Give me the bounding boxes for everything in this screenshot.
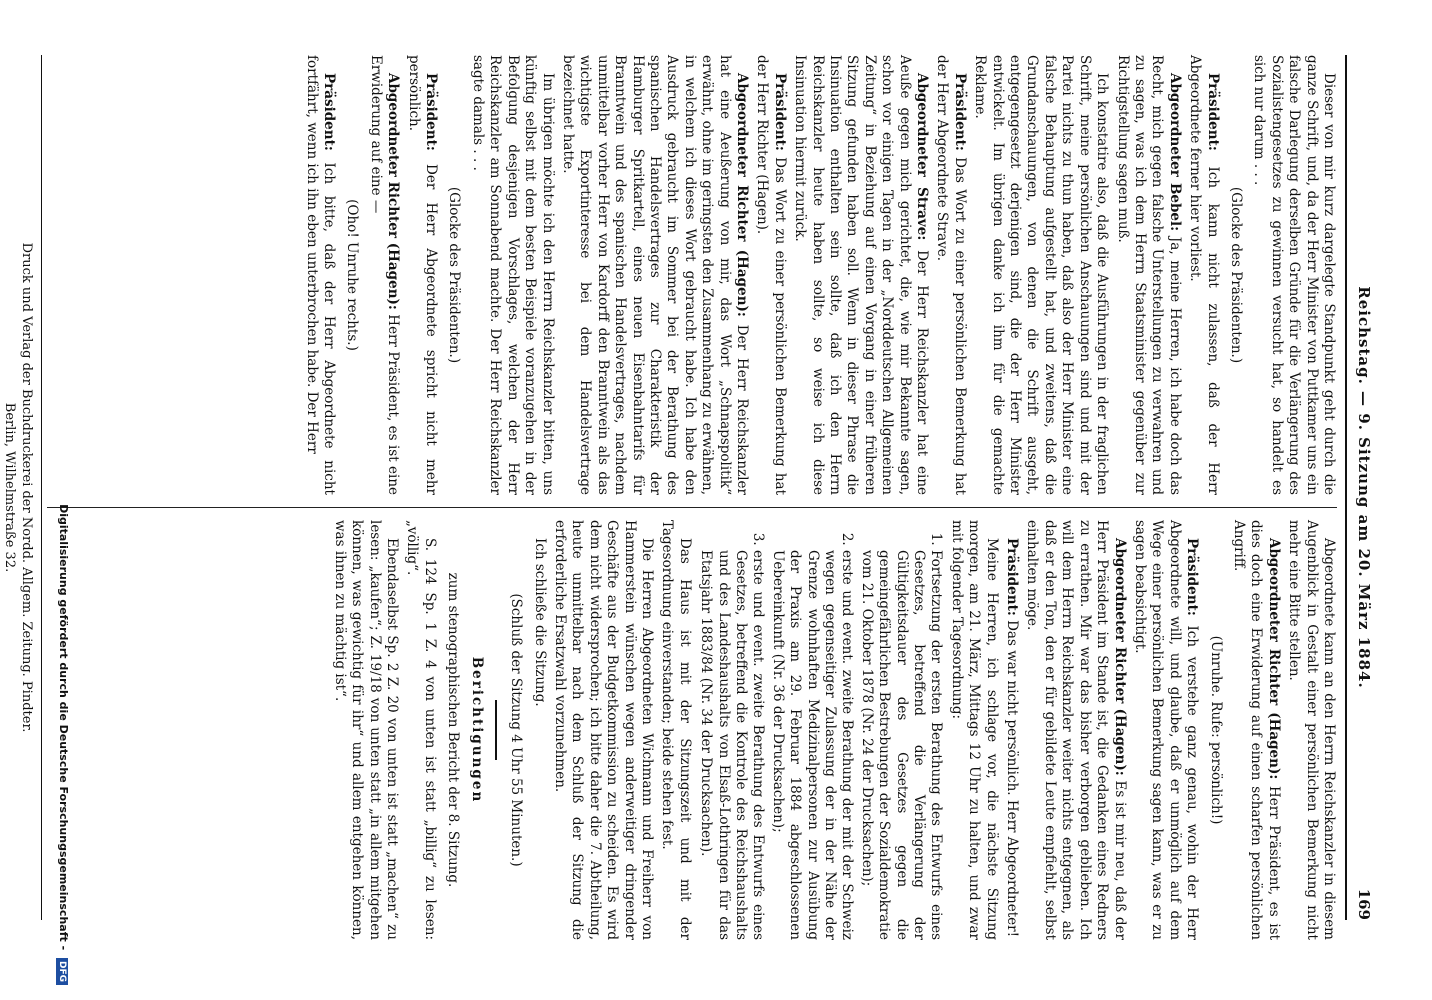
paragraph-text: Ich verstehe ganz genau, wohin der Herr Abgeordnete will, und glaube, daß er unmöglich auf dem Wege einer persönlichen Bemerkung sagen kann, was er zu sagen beabsichtigt. (1131, 520, 1201, 941)
text-column-left (299, 55, 1337, 495)
speaker-name: Präsident: (951, 73, 968, 151)
paragraph (551, 520, 655, 940)
stage-direction: (Glocke des Präsidenten.) (1227, 186, 1244, 364)
speaker-name: Abgeordneter Richter (Hagen): (385, 73, 402, 310)
agenda-item: 2. erste und event. zweite Berathung der mit der Schweiz wegen gegenseitiger Zulassung der in der Nähe der Grenze wohnhaften Medizinalpersonen zur Ausübung der Praxis am 29. Februar 1884 abgeschlossenen Uebereinkunft (Nr. 36 der Drucksachen); (768, 550, 855, 940)
imprint (1, 55, 42, 920)
paragraph (1230, 520, 1282, 940)
paragraph-text: Das Haus ist mit der Sitzungszeit und mit der Tagesordnung einverstanden; beide stehen fest. (659, 520, 693, 940)
text-column-right (327, 520, 1337, 940)
stage-direction: (Oho! Unruhe rechts.) (344, 199, 361, 351)
column-divider (47, 507, 1337, 508)
paragraph-text: Das Wort zu einer persönlichen Bemerkung hat der Herr Abgeordnete Strave. (934, 55, 968, 495)
paragraph-text: Dieser von mir kurz dargelegte Standpunkt geht durch die ganze Schrift, und, da der Herr Minister von Puttkamer uns ein falsche Darlegung derselben Gründe für die Verlängerung des Sozialistengesetzes zu gewinnen versucht hat, so handelt es sich nur darum . . . (1251, 55, 1337, 495)
header-title: Reichstag. — 9. Sitzung am 20. März 1884. (1355, 286, 1373, 689)
section-heading: Berichtigungen (468, 656, 485, 804)
speaker-name: Präsident: (771, 73, 788, 151)
separator-rule (495, 700, 497, 760)
paragraph (753, 55, 788, 495)
paragraph-text: Herr Präsident, es ist dies doch eine Erwiderung auf einen scharfen persönlichen Angriff. (1230, 520, 1282, 940)
paragraph-text: Das war nicht persönlich. Herr Abgeordneter! (1004, 620, 1021, 938)
paragraph (530, 520, 547, 940)
paragraph (947, 520, 999, 940)
paragraph (302, 55, 337, 495)
paragraph-text: Der Herr Reichskanzler hat eine Aeußerung von mir, das Wort „Schnapspolitik“ erwähnt, ohne im geringsten den Zusammenhang zu erwähnen, in welchem ich dieses Wort gebraucht habe. Ich habe den Ausdruck gebraucht im Sommer bei der Berathung des spanischen Handelsvertrages zur Charakteristik der Hamburger Spritkartell, eines neuen Eisenbahntarifs für Branntwein und des spanischen Handelsvertrages, nachdem unmittelbar vorher Herr von Kardorff den Branntwein als das wichtigste Exportinteresse bei dem Handelsvertrage bezeichnet hatte. (559, 55, 750, 495)
paragraph (403, 520, 438, 940)
agenda-item: 3. erste und event. zweite Berathung des Entwurfs eines Gesetzes, betreffend die Kontrole des Reichshaushalts und des Landeshaushalts von Elsaß-Lothringen für das Etatsjahr 1883/84 (Nr. 34 der Drucksachen). (697, 550, 767, 940)
stage-direction: (Unruhe. Rufe: persönlich!) (1207, 635, 1224, 825)
paragraph-text: Ich bitte, daß der Herr Abgeordnete nicht fortfährt, wenn ich ihn eben unterbrochen habe. Der Herr (303, 55, 338, 495)
paragraph-text: Ich schließe die Sitzung. (531, 538, 548, 707)
paragraph (1250, 55, 1337, 495)
paragraph (1003, 520, 1020, 940)
paragraph-text: Meine Herren, ich schlage vor, die nächste Sitzung morgen, am 21. März, Mittags 12 Uhr zu halten, und zwar mit folgender Tagesordnung: (948, 520, 1000, 940)
imprint-line-1: Druck und Verlag der Buchdruckerei der Nordd. Allgem. Zeitung. Pindter. (19, 242, 34, 733)
speaker-name: Präsident: (321, 73, 338, 151)
paragraph (1023, 520, 1127, 940)
speaker-name: Abgeordneter Richter (Hagen): (1265, 538, 1282, 780)
speaker-name: Präsident: (1184, 538, 1201, 616)
paragraph (366, 55, 401, 495)
paragraph-text: Ich kann nicht zulassen, daß der Herr Abgeordnete ferner hier vorliest. (1187, 55, 1221, 495)
paragraph-text: Das Wort zu einer persönlichen Bemerkung hat der Herr Richter (Hagen). (754, 55, 788, 495)
paragraph-text: Es ist mir neu, daß der Herr Präsident im Stande ist, die Gedanken eines Redners zu errathen. Mir war das bisher verborgen geblieben. Ich will dem Herrn Reichskanzler weiter nichts entgegnen, als daß er den Ton, den er für gebildete Leute empfiehlt, selbst einhalten möge. (1024, 520, 1128, 940)
paragraph (559, 55, 750, 495)
paragraph (404, 55, 439, 495)
speaker-name: Präsident: (423, 73, 440, 151)
paragraph-text: Herr Präsident, es ist eine Erwiderung auf eine — (367, 55, 402, 496)
page-header (1345, 55, 1377, 920)
speaker-name: Abgeordneter Richter (Hagen): (1111, 538, 1128, 776)
paragraph-text: Im übrigen möchte ich den Herrn Reichskanzler bitten, uns künftig selbst mit dem besten Beispiele voranzugehen in der Befolgung desjenigen Vorschlages, welchen der Herr Reichskanzler am Sonnabend machte. Der Herr Reichskanzler sagte damals . . . (469, 55, 556, 495)
paragraph-text: Der Herr Abgeordnete spricht nicht mehr persönlich. (405, 55, 440, 496)
speaker-name: Abgeordneter Bebel: (1166, 73, 1183, 232)
speaker-name: Präsident: (1004, 538, 1021, 616)
paragraph-text: Abgeordnete kann an den Herrn Reichskanzler in diesem Augenblick in Gestalt einer persönlichen Bemerkung nicht mehr eine Bitte stellen. (1286, 520, 1337, 940)
stage-direction: zum stenographischen Bericht der 8. Sitzung. (445, 572, 462, 888)
paragraph-text: Der Herr Reichskanzler hat eine Aeuße gegen mich gerichtet, die, wie mir Bekannte sagen, schon vor einigen Tagen in der „Norddeutschen Allgemeinen Zeitung“ in Beziehung auf einen Vorgang in einer früheren Sitzung gefunden haben soll. Wenn in dieser Phrase die Insinuation enthalten sein sollte, daß ich den Herrn Reichskanzler heute haben sollte, so weise ich diese Insinuation hiermit zurück. (792, 55, 931, 495)
digitization-stamp (52, 5, 70, 995)
speaker-name: Präsident: (1204, 73, 1221, 151)
paragraph-text: Ich konstatire also, daß die Ausführungen in der fraglichen Schrift, meine persönlichen Anschauungen sind und mit der Partei nichts zu thun haben, daß also der Herr Minister eine falsche Behauptung aufgestellt hat, und zweitens, daß die Grundanschauungen, von denen die Schrift ausgeht, entgegengesetzt derjenigen sind, die der Herr Minister entwickelt. Im übrigen danke ich ihm für die gemachte Reklame. (972, 55, 1111, 495)
paragraph (330, 520, 400, 940)
imprint-line-2: Berlin, Wilhelmstraße 32. (2, 402, 17, 573)
page-number: 169 (1355, 888, 1373, 920)
paragraph (1131, 520, 1201, 940)
paragraph (933, 55, 968, 495)
paragraph (469, 55, 556, 495)
paragraph (1285, 520, 1337, 940)
paragraph (791, 55, 930, 495)
agenda-list (697, 520, 945, 940)
speaker-name: Abgeordneter Strave: (914, 73, 931, 241)
paragraph-text: S. 124 Sp. 1 Z. 4 von unten ist statt „billig“ zu lesen: „völlig“. (404, 520, 438, 940)
speaker-name: Abgeordneter Richter (Hagen): (734, 73, 750, 317)
dfg-logo: DFG (56, 958, 68, 985)
paragraph (1113, 55, 1183, 495)
paragraph (1186, 55, 1221, 495)
paragraph-text: Die Herren Abgeordneten Wichmann und Freiherr von Hammerstein wünschen wegen anderweitiger dringender Geschäfte aus der Budgetkommission zu scheiden. Es wird dem nicht widersprochen; ich bitte daher die 7. Abtheilung, heute unmittelbar nach dem Schluß der Sitzung die erforderliche Ersatzwahl vorzunehmen. (551, 520, 655, 940)
paragraph-text: Ja, meine Herren, ich habe doch das Recht, mich gegen falsche Unterstellungen zu verwahren und zu sagen, was ich dem Herrn Staatsminister gegenüber zur Richtigstellung sagen muß. (1114, 55, 1183, 495)
stamp-text: Digitalisierung gefördert durch die Deutsche Forschungsgemeinschaft - (57, 504, 70, 951)
paragraph (658, 520, 693, 940)
paragraph-text: Ebendaselbst Sp. 2 Z. 20 von unten ist statt „machen“ zu lesen: „kaufen“; Z. 19/18 von unten statt „in allem mitgehen können, was gewichtig für ihr“ und allem entgehen können, was ihnen zu mächtig ist“. (331, 520, 401, 940)
stage-direction: (Glocke des Präsidenten.) (446, 186, 463, 364)
agenda-item: 1. Fortsetzung der ersten Berathung des Entwurfs eines Gesetzes, betreffend die Verlängerung der Gültigkeitsdauer des Gesetzes gegen die gemeingefährlichen Bestrebungen der Sozialdemokratie vom 21. Oktober 1878 (Nr. 24 der Drucksachen); (857, 550, 944, 940)
paragraph (971, 55, 1110, 495)
stage-direction: (Schluß der Sitzung 4 Uhr 55 Minuten.) (508, 593, 525, 867)
